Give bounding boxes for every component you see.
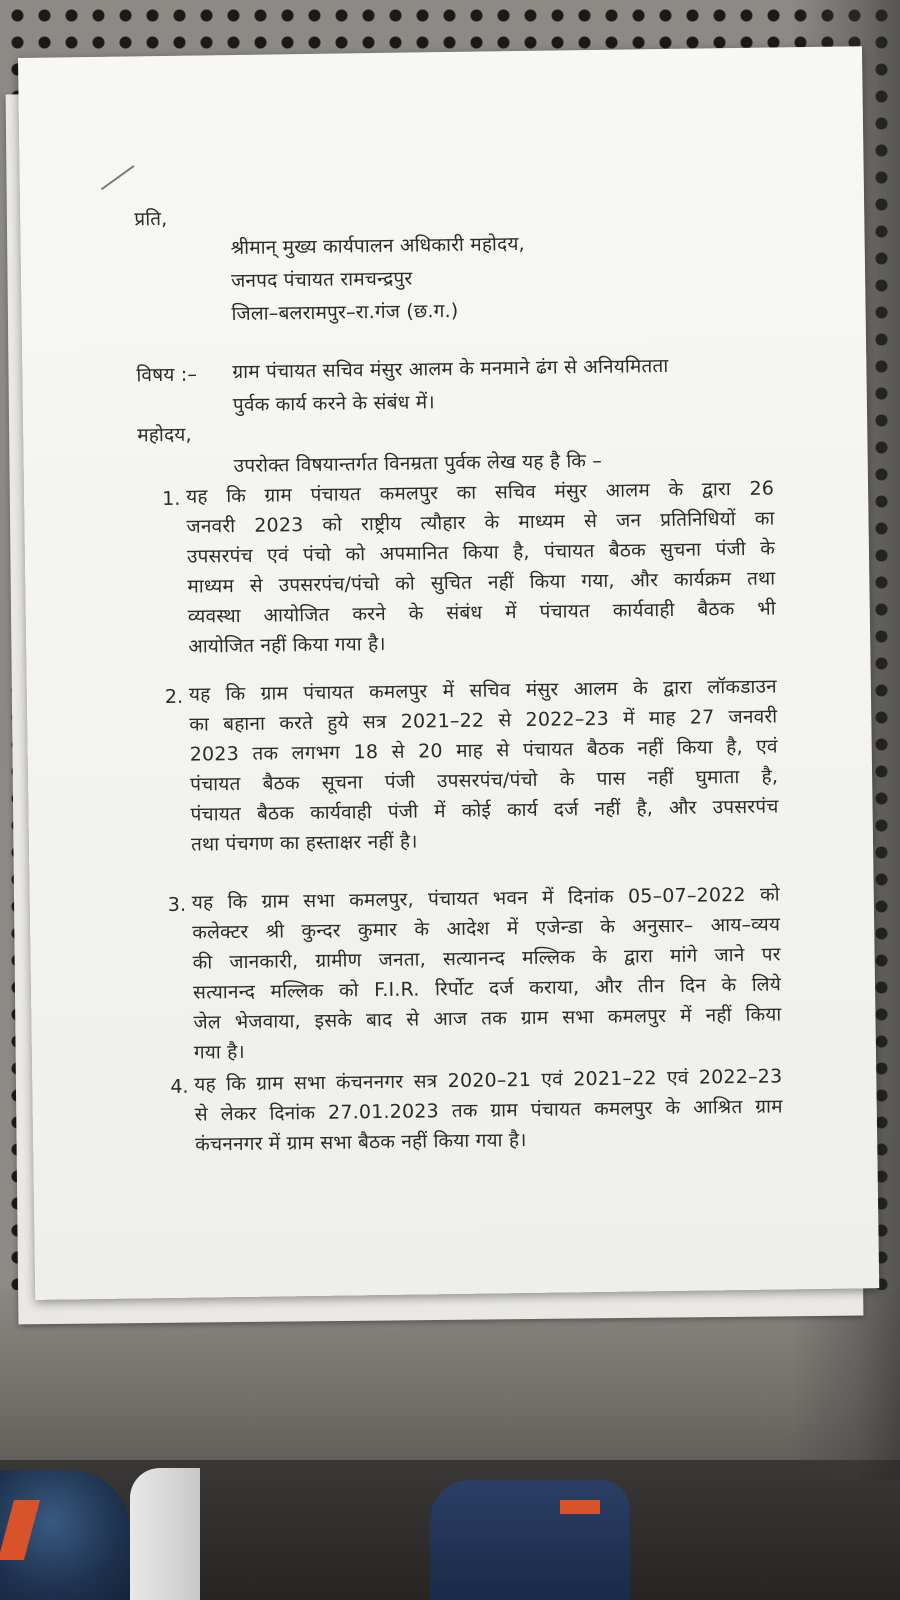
point-1-line-4: माध्यम से उपसरपंच/पंचो को सुचित नहीं किया गया, और कार्यक्रम तथा bbox=[187, 567, 776, 598]
shoe-left bbox=[0, 1470, 130, 1600]
recipient-line-1: श्रीमान् मुख्य कार्यपालन अधिकारी महोदय, bbox=[230, 232, 525, 260]
letter-paper bbox=[18, 46, 879, 1300]
subject-line-2: पुर्वक कार्य करने के संबंध में। bbox=[232, 391, 435, 417]
shoe-right bbox=[430, 1480, 630, 1600]
shoe-middle bbox=[130, 1468, 200, 1600]
point-4-number: 4. bbox=[170, 1075, 189, 1098]
point-1-line-2: जनवरी 2023 को राष्ट्रीय त्यौहार के माध्यम से जन प्रतिनिधियों का bbox=[186, 507, 775, 538]
point-3-line-1: यह कि ग्राम सभा कमलपुर, पंचायत भवन में दिनांक 05–07–2022 को bbox=[191, 883, 780, 914]
point-1-line-6: आयोजित नहीं किया गया है। bbox=[188, 632, 386, 658]
recipient-line-2: जनपद पंचायत रामचन्द्रपुर bbox=[230, 267, 413, 293]
point-3-line-5: जेल भेजवाया, इसके बाद से आज तक ग्राम सभा कमलपुर में नहीं किया bbox=[193, 1003, 782, 1034]
point-4-line-3: कंचननगर में ग्राम सभा बैठक नहीं किया गया है। bbox=[195, 1129, 527, 1156]
point-3-number: 3. bbox=[167, 893, 187, 916]
recipient-line-3: जिला–बलरामपुर–रा.गंज (छ.ग.) bbox=[231, 299, 459, 326]
point-2-line-4: पंचायत बैठक सूचना पंजी उपसरपंच/पंचो के पास नहीं घुमाता है, bbox=[190, 765, 779, 796]
subject-line-1: ग्राम पंचायत सचिव मंसुर आलम के मनमाने ढंग से अनियमितता bbox=[232, 354, 669, 384]
pen-mark bbox=[101, 165, 135, 190]
point-2-line-3: 2023 तक लगभग 18 से 20 माह से पंचायत बैठक नहीं किया है, एवं bbox=[189, 735, 778, 766]
subject-label: विषय :– bbox=[136, 363, 198, 387]
point-4-line-1: यह कि ग्राम सभा कंचननगर सत्र 2020–21 एवं 2021–22 एवं 2022–23 bbox=[194, 1065, 783, 1096]
salutation: महोदय, bbox=[137, 423, 192, 447]
shoe-stripe bbox=[0, 1500, 40, 1560]
point-2-line-6: तथा पंचगण का हस्ताक्षर नहीं है। bbox=[190, 830, 418, 856]
point-3-line-4: सत्यानन्द मल्लिक को F.I.R. रिर्पोट दर्ज कराया, और तीन दिन के लिये bbox=[192, 973, 782, 1004]
intro-line: उपरोक्त विषयान्तर्गत विनम्रता पुर्वक लेख यह है कि – bbox=[233, 449, 603, 478]
point-3-line-3: की जानकारी, ग्रामीण जनता, सत्यानन्द मल्लिक के द्वारा मांगे जाने पर bbox=[192, 943, 781, 974]
shoe-stripe bbox=[560, 1500, 600, 1514]
point-2-number: 2. bbox=[164, 685, 184, 709]
point-2-line-5: पंचायत बैठक कार्यवाही पंजी में कोई कार्य दर्ज नहीं है, और उपसरपंच bbox=[190, 795, 779, 826]
point-2-line-1: यह कि ग्राम पंचायत कमलपुर में सचिव मंसुर आलम के द्वारा लॉकडाउन bbox=[188, 675, 778, 706]
to-label: प्रति, bbox=[134, 207, 168, 231]
point-1-line-5: व्यवस्था आयोजित करने के संबंध में पंचायत कार्यवाही बैठक भी bbox=[187, 597, 776, 628]
point-4-line-2: से लेकर दिनांक 27.01.2023 तक ग्राम पंचायत कमलपुर के आश्रित ग्राम bbox=[194, 1095, 783, 1126]
point-2-line-2: का बहाना करते हुये सत्र 2021–22 से 2022–23 में माह 27 जनवरी bbox=[189, 705, 778, 736]
point-1-number: 1. bbox=[162, 487, 181, 511]
point-1-line-3: उपसरपंच एवं पंचो को अपमानित किया है, पंचायत बैठक सुचना पंजी के bbox=[186, 537, 776, 568]
point-1-line-1: यह कि ग्राम पंचायत कमलपुर का सचिव मंसुर आलम के द्वारा 26 bbox=[185, 477, 775, 508]
point-3-line-6: गया है। bbox=[193, 1040, 246, 1064]
point-3-line-2: कलेक्टर श्री कुन्दर कुमार के आदेश में एजेन्डा के अनुसार– आय–व्यय bbox=[192, 913, 781, 944]
